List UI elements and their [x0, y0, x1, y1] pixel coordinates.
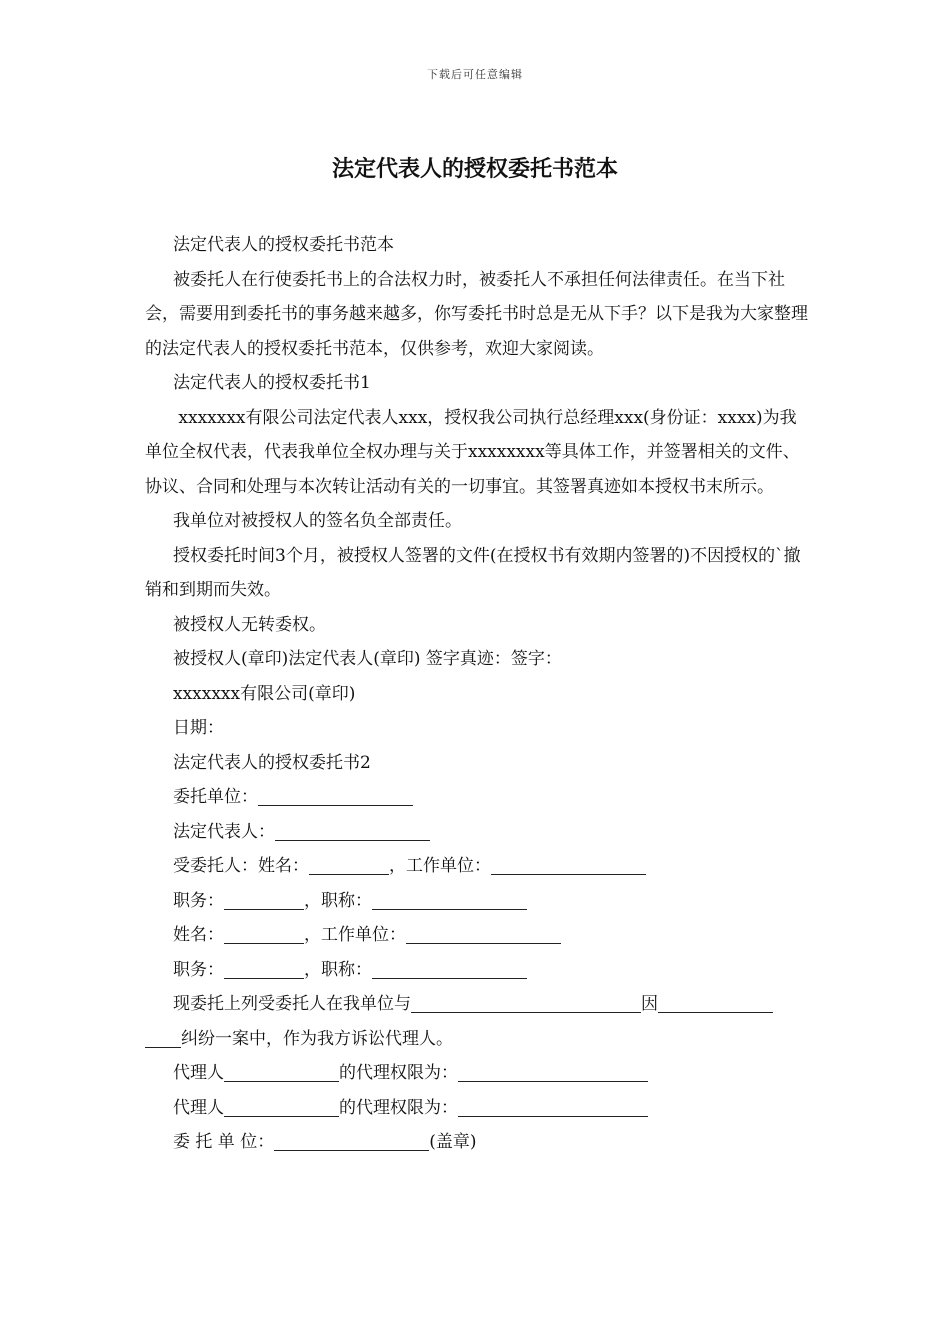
label-case-b: 因 [641, 994, 658, 1014]
paragraph-no-subdelegation: 被授权人无转委权。 [173, 614, 326, 635]
paragraph-responsibility: 我单位对被授权人的签名负全部责任。 [173, 511, 462, 531]
form-row-entrusting-unit [145, 780, 809, 815]
document-title: 法定代表人的授权委托书范本 [331, 157, 618, 182]
blank-agent-1[interactable] [224, 1061, 339, 1082]
form-row-agent-1 [145, 1056, 809, 1091]
blank-agent-scope-1[interactable] [458, 1061, 648, 1082]
header-note: 下载后可任意编辑 [427, 68, 523, 81]
paragraph-heading: 法定代表人的授权委托书范本 [173, 235, 394, 255]
blank-agent-scope-2[interactable] [458, 1096, 648, 1117]
blank-title[interactable] [372, 889, 527, 910]
label-agent-scope-1: 的代理权限为： [339, 1063, 458, 1083]
blank-entrusting-unit[interactable] [258, 785, 413, 806]
label-duty: 职务： [173, 890, 224, 911]
blank-entrusting-unit-seal[interactable] [274, 1130, 429, 1151]
paragraph-duration: 授权委托时间3个月，被授权人签署的文件(在授权书有效期内签署的)不因授权的`撤销和到期而失效。 [145, 545, 801, 600]
section-heading-1: 法定代表人的授权委托书1 [173, 373, 371, 393]
section-heading-2: 法定代表人的授权委托书2 [173, 752, 371, 773]
label-agent-scope-2: 的代理权限为： [339, 1097, 458, 1118]
label-agent-2: 代理人 [173, 1097, 224, 1118]
form-row-trustee [145, 849, 809, 884]
label-duty-2: 职务： [173, 959, 224, 980]
paragraph-date: 日期： [173, 718, 224, 738]
blank-case-cause-cont[interactable] [145, 1027, 181, 1048]
label-work-unit-2: ，工作单位： [304, 925, 406, 945]
label-agent-1: 代理人 [173, 1063, 224, 1083]
label-case-c: 纠纷一案中，作为我方诉讼代理人。 [181, 1028, 453, 1049]
form-row-legal-rep [145, 815, 809, 850]
form-row-case-cont [145, 1022, 809, 1057]
form-row-agent-2 [145, 1091, 809, 1126]
blank-legal-rep[interactable] [275, 820, 430, 841]
blank-work-unit-2[interactable] [406, 923, 561, 944]
blank-title-2[interactable] [372, 958, 527, 979]
label-trustee-name: 受委托人：姓名： [173, 856, 309, 876]
paragraph-authorization: xxxxxxx有限公司法定代表人xxx，授权我公司执行总经理xxx(身份证：xxxx)为我单位全权代表，代表我单位全权办理与关于xxxxxxxx等具体工作，并签署相关的文件、协议、合同和处理与本次转让活动有关的一切事宜。其签署真迹如本授权书末所示。 [145, 407, 800, 497]
paragraph-company-seal: xxxxxxx有限公司(章印) [173, 683, 356, 704]
form-row-case [145, 987, 809, 1022]
blank-case-cause[interactable] [658, 992, 773, 1013]
blank-name-2[interactable] [224, 923, 304, 944]
form-row-duty [145, 884, 809, 919]
paragraph-signatures: 被授权人(章印)法定代表人(章印) 签字真迹：签字： [173, 649, 562, 669]
form-row-name-2 [145, 918, 809, 953]
blank-work-unit[interactable] [491, 854, 646, 875]
label-work-unit: ，工作单位： [389, 856, 491, 876]
label-title-2: ，职称： [304, 959, 372, 980]
label-entrusting-unit: 委托单位： [173, 787, 258, 807]
blank-case-party[interactable] [411, 992, 641, 1013]
label-case-a: 现委托上列受委托人在我单位与 [173, 994, 411, 1014]
form-row-seal [145, 1125, 809, 1160]
label-entrusting-unit-seal: 委 托 单 位： [173, 1132, 275, 1152]
form-row-duty-2 [145, 953, 809, 988]
blank-agent-2[interactable] [224, 1096, 339, 1117]
document-body [145, 228, 809, 1160]
label-legal-rep: 法定代表人： [173, 821, 275, 842]
paragraph-intro: 被委托人在行使委托书上的合法权力时，被委托人不承担任何法律责任。在当下社会，需要用到委托书的事务越来越多，你写委托书时总是无从下手？以下是我为大家整理的法定代表人的授权委托书范本，仅供参考，欢迎大家阅读。 [145, 269, 808, 359]
blank-duty[interactable] [224, 889, 304, 910]
label-seal: (盖章) [429, 1132, 477, 1152]
blank-duty-2[interactable] [224, 958, 304, 979]
blank-trustee-name[interactable] [309, 854, 389, 875]
label-title: ，职称： [304, 890, 372, 911]
label-name-2: 姓名： [173, 925, 224, 945]
